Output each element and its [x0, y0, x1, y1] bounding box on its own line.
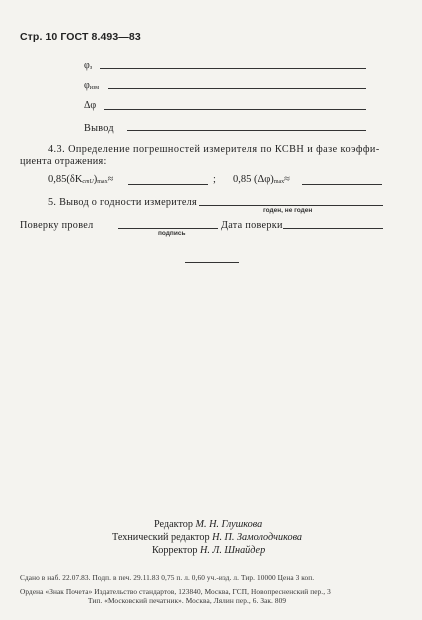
section-5-blank-line [199, 205, 383, 206]
footer-line3: Тип. «Московский печатник». Москва, Лялин пер., 6. Зак. 809 [88, 596, 287, 605]
footer-line2: Ордена «Знак Почета» Издательство стандартов, 123840, Москва, ГСП, Новопресненский пер., 3 [20, 587, 331, 596]
verify-date-label: Дата поверки [221, 220, 283, 231]
verify-date-line [283, 228, 383, 229]
formula-phase-blank-line [302, 184, 382, 185]
conclusion-label: Вывод [84, 123, 114, 134]
page-header: Стр. 10 ГОСТ 8.493—83 [20, 31, 141, 43]
credit-tech-editor: Технический редактор Н. П. Замолодчикова [112, 532, 303, 543]
formula-separator: ; [213, 174, 216, 185]
footer-line1: Сдано в наб. 22.07.83. Подп. в печ. 29.11.83 0,75 п. л. 0,60 уч.-изд. л. Тир. 10000 Цена 3 коп. [20, 573, 315, 582]
section-4-3-line1: 4.3. Определение погрешностей измерителя по КСВН и фазе коэффи- [48, 144, 380, 155]
phi-z-label: φз [84, 60, 93, 71]
formula-ksvn-blank-line [128, 184, 208, 185]
verify-signature-line [118, 228, 218, 229]
section-divider [185, 262, 239, 263]
phi-izm-blank-line [108, 88, 366, 89]
section-5-text: 5. Вывод о годности измерителя [48, 197, 198, 208]
delta-phi-label: Δφ [84, 100, 97, 111]
conclusion-blank-line [127, 130, 366, 131]
section-5-caption: годен, не годен [263, 207, 313, 214]
phi-z-blank-line [100, 68, 366, 69]
delta-phi-blank-line [104, 109, 366, 110]
section-4-3-line2: циента отражения: [20, 156, 107, 167]
formula-phase: 0,85 (Δφ)max≈ [233, 174, 290, 185]
credit-corrector: Корректор Н. Л. Шнайдер [152, 545, 266, 556]
credit-editor: Редактор М. Н. Глушкова [154, 519, 263, 530]
verify-label: Поверку провел [20, 220, 94, 231]
formula-ksvn: 0,85(δKстU)max≈ [48, 174, 114, 185]
verify-signature-caption: подпись [158, 230, 186, 237]
phi-izm-label: φизм [84, 80, 100, 91]
